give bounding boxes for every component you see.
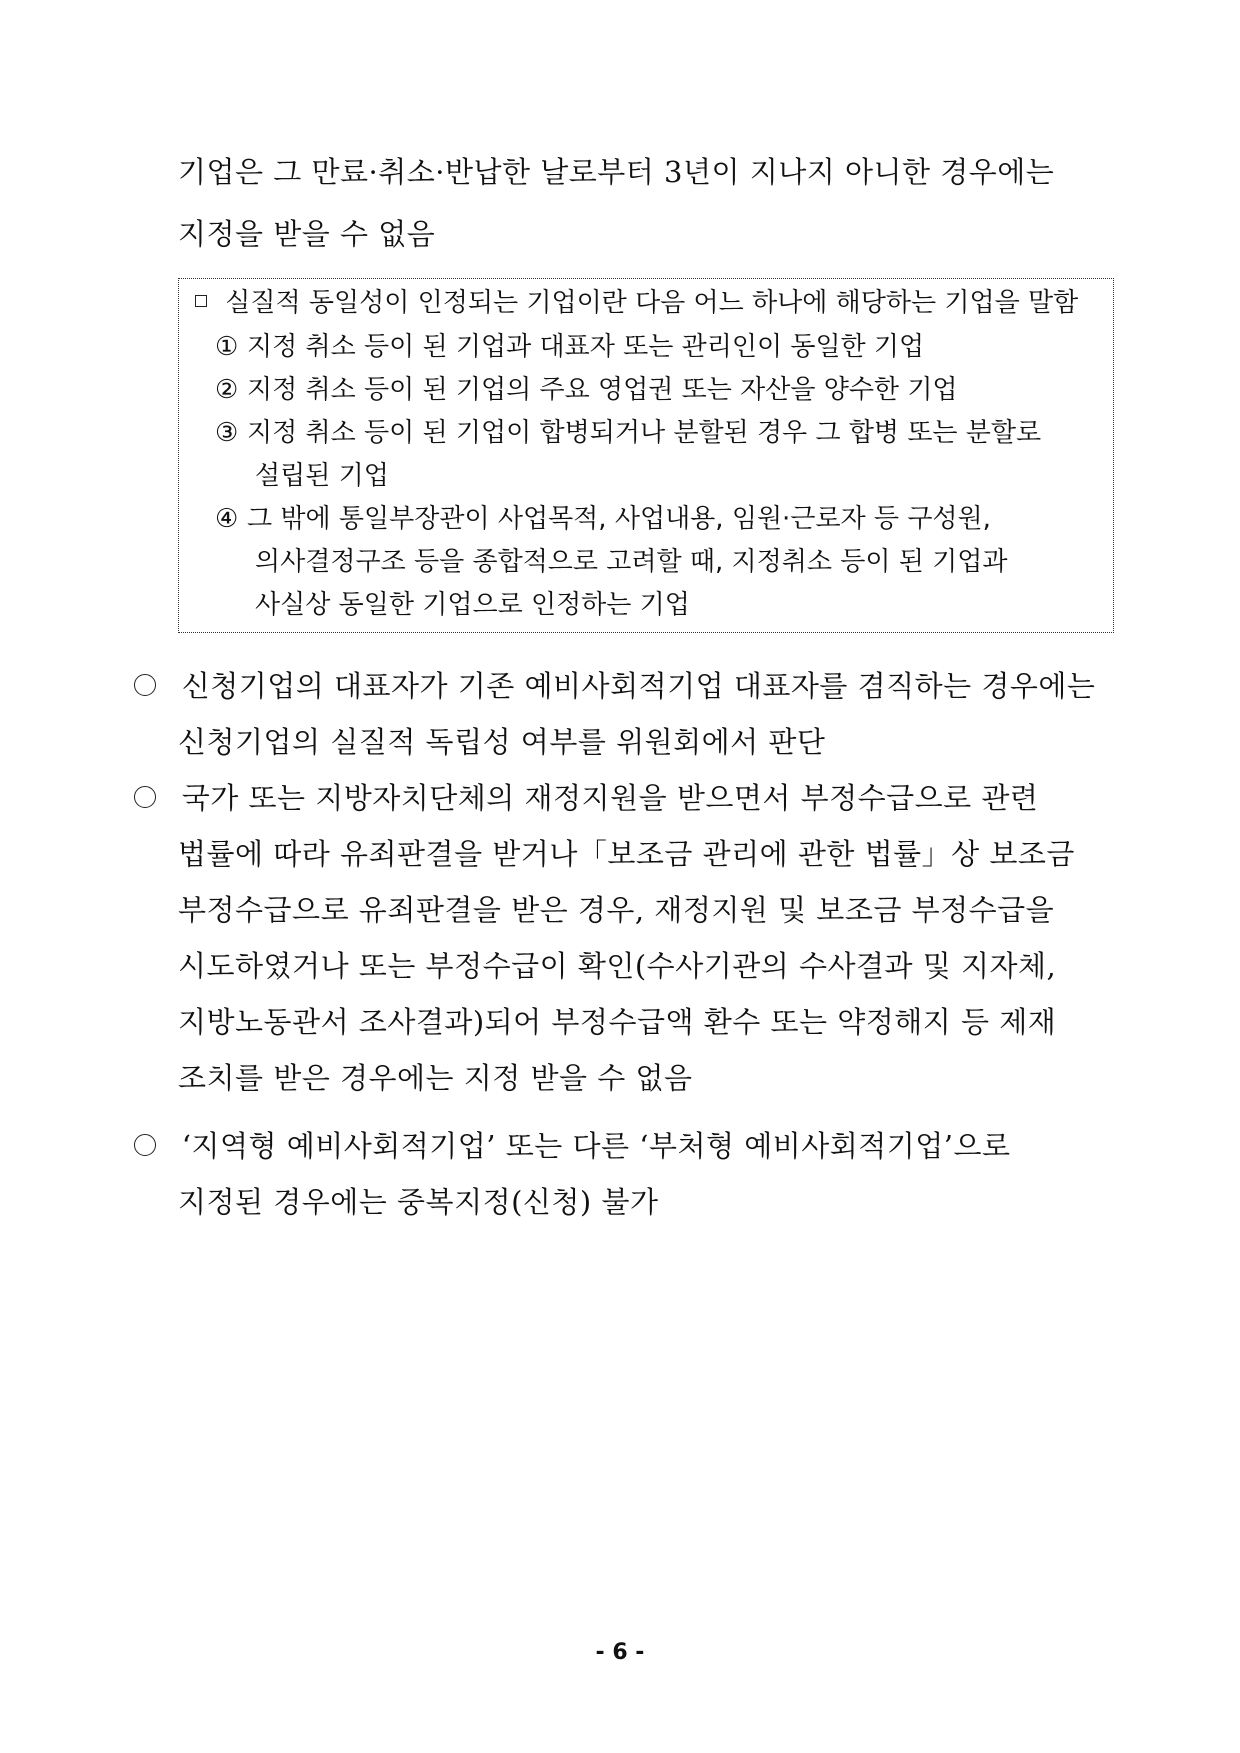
paragraph-2-line-1 xyxy=(134,778,1038,818)
note-item-text: 지정 취소 등이 된 기업과 대표자 또는 관리인이 동일한 기업 xyxy=(247,332,925,362)
intro-line-2: 지정을 받을 수 없음 xyxy=(178,217,436,251)
paragraph-2-line-5: 지방노동관서 조사결과)되어 부정수급액 환수 또는 약정해지 등 제재 xyxy=(178,1005,1057,1039)
paragraph-3-line-2: 지정된 경우에는 중복지정(신청) 불가 xyxy=(178,1185,659,1219)
note-box xyxy=(178,278,1114,633)
intro-line-1: 기업은 그 만료·취소·반납한 날로부터 3년이 지나지 아니한 경우에는 xyxy=(178,155,1055,189)
paragraph-2-line-3: 부정수급으로 유죄판결을 받은 경우, 재정지원 및 보조금 부정수급을 xyxy=(178,893,1055,927)
circle-bullet-icon xyxy=(134,674,156,696)
square-bullet-icon xyxy=(195,295,207,307)
paragraph-2-line-2: 법률에 따라 유죄판결을 받거나「보조금 관리에 관한 법률」상 보조금 xyxy=(178,837,1075,871)
note-item-4 xyxy=(215,501,991,537)
paragraph-3-line-1 xyxy=(134,1126,1011,1166)
note-item-4-cont-1: 의사결정구조 등을 종합적으로 고려할 때, 지정취소 등이 된 기업과 xyxy=(255,547,1008,577)
note-item-4-cont-2: 사실상 동일한 기업으로 인정하는 기업 xyxy=(255,590,690,620)
circle-bullet-icon xyxy=(134,786,156,808)
note-heading-text: 실질적 동일성이 인정되는 기업이란 다음 어느 하나에 해당하는 기업을 말함 xyxy=(225,288,1079,318)
paragraph-text: ‘지역형 예비사회적기업’ 또는 다른 ‘부처형 예비사회적기업’으로 xyxy=(181,1129,1011,1163)
note-item-3-cont: 설립된 기업 xyxy=(255,461,389,491)
note-item-1 xyxy=(215,329,924,365)
circle-bullet-icon xyxy=(134,1134,156,1156)
note-item-3 xyxy=(215,415,1041,451)
note-item-marker: ② xyxy=(215,375,239,405)
note-item-text: 지정 취소 등이 된 기업이 합병되거나 분할된 경우 그 합병 또는 분할로 xyxy=(247,418,1042,448)
paragraph-text: 국가 또는 지방자치단체의 재정지원을 받으면서 부정수급으로 관련 xyxy=(181,781,1039,815)
note-item-marker: ③ xyxy=(215,418,239,448)
note-item-2 xyxy=(215,372,958,408)
page-number: - 6 - xyxy=(595,1640,645,1665)
note-item-text: 지정 취소 등이 된 기업의 주요 영업권 또는 자산을 양수한 기업 xyxy=(247,375,958,405)
paragraph-1-line-2: 신청기업의 실질적 독립성 여부를 위원회에서 판단 xyxy=(178,725,826,759)
note-heading xyxy=(195,285,1078,321)
note-item-marker: ④ xyxy=(215,504,239,534)
paragraph-2-line-4: 시도하였거나 또는 부정수급이 확인(수사기관의 수사결과 및 지자체, xyxy=(178,949,1057,983)
paragraph-1-line-1 xyxy=(134,666,1095,706)
note-item-text: 그 밖에 통일부장관이 사업목적, 사업내용, 임원·근로자 등 구성원, xyxy=(247,504,991,534)
paragraph-text: 신청기업의 대표자가 기존 예비사회적기업 대표자를 겸직하는 경우에는 xyxy=(181,669,1096,703)
note-item-marker: ① xyxy=(215,332,239,362)
paragraph-2-line-6: 조치를 받은 경우에는 지정 받을 수 없음 xyxy=(178,1061,693,1095)
